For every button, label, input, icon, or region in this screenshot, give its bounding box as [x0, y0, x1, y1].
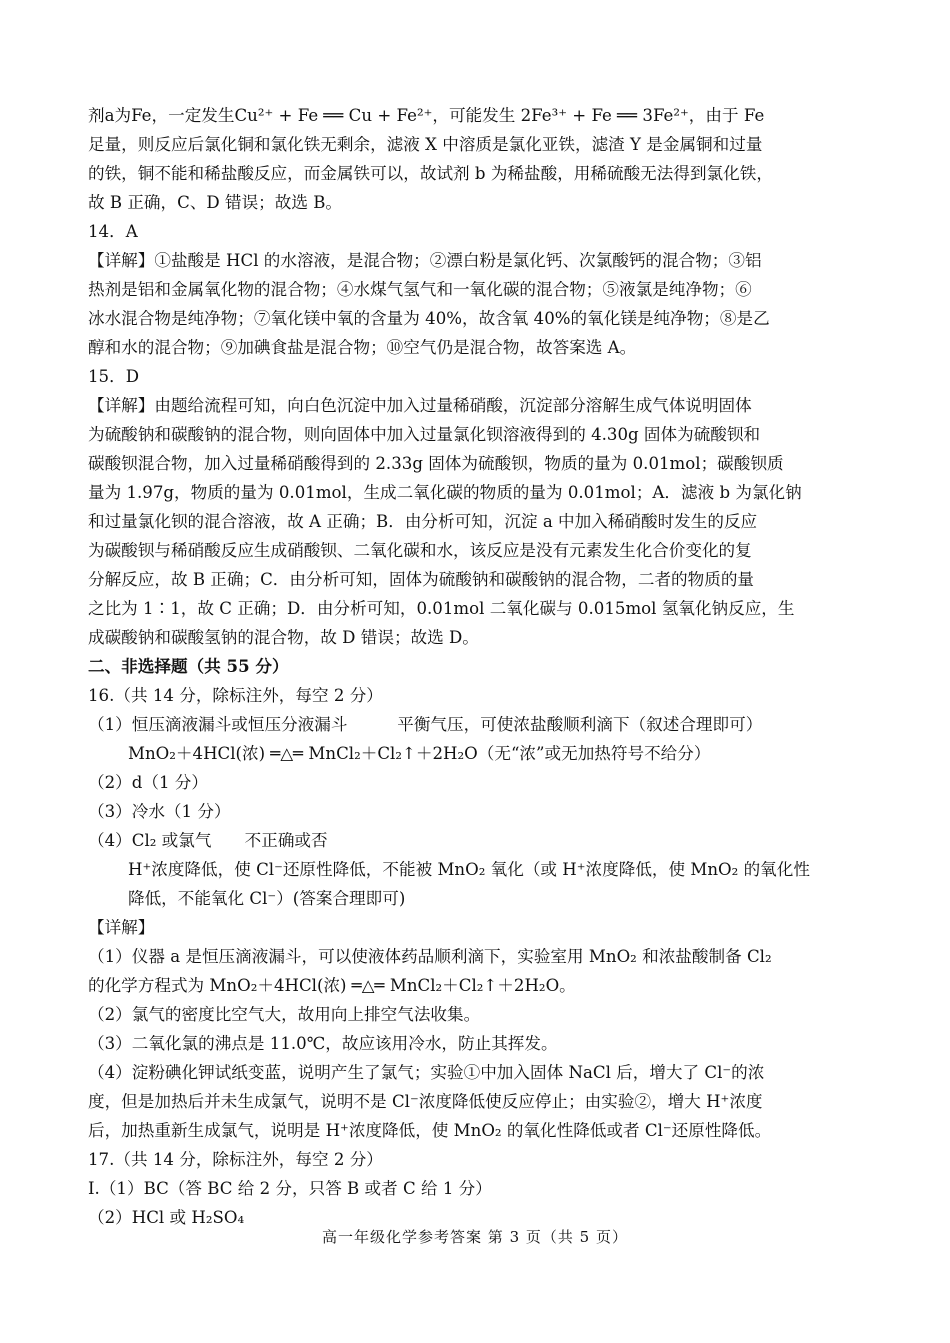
- line-19: 成碳酸钠和碳酸氢钠的混合物，故 D 错误；故选 D。: [88, 628, 479, 647]
- page-footer: 高一年级化学参考答案 第 3 页（共 5 页）: [322, 1228, 628, 1246]
- line-3: 的铁，铜不能和稀盐酸反应，而金属铁可以，故试剂 b 为稀盐酸，用稀硫酸无法得到氯化铁，: [88, 164, 773, 183]
- line-8: 冰水混合物是纯净物；⑦氧化镁中氧的含量为 40%，故含氧 40%的氧化镁是纯净物；⑧是乙: [88, 309, 770, 328]
- line-6: 【详解】①盐酸是 HCl 的水溶液，是混合物；②漂白粉是氯化钙、次氯酸钙的混合物；③铝: [88, 251, 762, 270]
- line-31: 的化学方程式为 MnO₂＋4HCl(浓) ═△═ MnCl₂＋Cl₂↑＋2H₂O。: [88, 976, 576, 995]
- section-heading: 二、非选择题（共 55 分）: [88, 656, 289, 676]
- q16-header: 16.（共 14 分，除标注外，每空 2 分）: [88, 686, 383, 705]
- q14-answer: 14．A: [88, 222, 138, 241]
- q17-header: 17.（共 14 分，除标注外，每空 2 分）: [88, 1150, 383, 1169]
- line-25: （3）冷水（1 分）: [88, 802, 231, 821]
- line-18: 之比为 1∶1，故 C 正确；D．由分析可知，0.01mol 二氧化碳与 0.015mol 氢氧化钠反应，生: [88, 599, 795, 618]
- detail-heading: 【详解】: [88, 918, 155, 937]
- line-2: 足量，则反应后氯化铜和氯化铁无剩余，滤液 X 中溶质是氯化亚铁，滤渣 Y 是金属铜和过量: [88, 135, 763, 154]
- line-30: （1）仪器 a 是恒压滴液漏斗，可以使液体药品顺利滴下，实验室用 MnO₂ 和浓盐酸制备 Cl₂: [88, 947, 772, 966]
- line-39: （2）HCl 或 H₂SO₄: [88, 1208, 245, 1227]
- line-38: I.（1）BC（答 BC 给 2 分，只答 B 或者 C 给 1 分）: [88, 1179, 492, 1198]
- line-16: 为碳酸钡与稀硝酸反应生成硝酸钡、二氧化碳和水，该反应是没有元素发生化合价变化的复: [88, 541, 752, 560]
- line-27: H⁺浓度降低，使 Cl⁻还原性降低，不能被 MnO₂ 氧化（或 H⁺浓度降低，使 MnO₂ 的氧化性: [128, 860, 810, 879]
- line-15: 和过量氯化钡的混合溶液，故 A 正确；B．由分析可知，沉淀 a 中加入稀硝酸时发生的反应: [88, 512, 758, 531]
- line-22: （1）恒压滴液漏斗或恒压分液漏斗 平衡气压，可使浓盐酸顺利滴下（叙述合理即可）: [88, 715, 763, 734]
- line-14: 量为 1.97g，物质的量为 0.01mol，生成二氧化碳的物质的量为 0.01mol；A．滤液 b 为氯化钠: [88, 483, 802, 502]
- line-32: （2）氯气的密度比空气大，故用向上排空气法收集。: [88, 1005, 481, 1024]
- line-34: （4）淀粉碘化钾试纸变蓝，说明产生了氯气；实验①中加入固体 NaCl 后，增大了 Cl⁻的浓: [88, 1063, 765, 1082]
- line-4: 故 B 正确，C、D 错误；故选 B。: [88, 193, 343, 212]
- line-11: 【详解】由题给流程可知，向白色沉淀中加入过量稀硝酸，沉淀部分溶解生成气体说明固体: [88, 396, 752, 415]
- line-13: 碳酸钡混合物，加入过量稀硝酸得到的 2.33g 固体为硫酸钡，物质的量为 0.01mol；碳酸钡质: [88, 454, 784, 473]
- line-1: 剂a为Fe，一定发生Cu²⁺ + Fe ══ Cu + Fe²⁺，可能发生 2Fe³⁺ + Fe ══ 3Fe²⁺，由于 Fe: [88, 106, 765, 125]
- line-12: 为硫酸钠和碳酸钠的混合物，则向固体中加入过量氯化钡溶液得到的 4.30g 固体为硫酸钡和: [88, 425, 761, 444]
- line-17: 分解反应，故 B 正确；C．由分析可知，固体为硫酸钠和碳酸钠的混合物，二者的物质的量: [88, 570, 755, 589]
- line-28: 降低，不能氧化 Cl⁻）(答案合理即可): [128, 889, 406, 908]
- line-33: （3）二氧化氯的沸点是 11.0℃，故应该用冷水，防止其挥发。: [88, 1034, 558, 1053]
- line-26: （4）Cl₂ 或氯气 不正确或否: [88, 831, 328, 850]
- line-36: 后，加热重新生成氯气，说明是 H⁺浓度降低，使 MnO₂ 的氧化性降低或者 Cl⁻还原性降低。: [88, 1121, 772, 1140]
- line-24: （2）d（1 分）: [88, 773, 208, 792]
- equation-1: MnO₂＋4HCl(浓) ═△═ MnCl₂＋Cl₂↑＋2H₂O（无“浓”或无加热符号不给分）: [128, 744, 711, 763]
- answer-content: [88, 101, 864, 1232]
- line-35: 度，但是加热后并未生成氯气，说明不是 Cl⁻浓度降低使反应停止；由实验②，增大 H⁺浓度: [88, 1092, 763, 1111]
- line-7: 热剂是铝和金属氧化物的混合物；④水煤气氢气和一氧化碳的混合物；⑤液氯是纯净物；⑥: [88, 280, 752, 299]
- line-9: 醇和水的混合物；⑨加碘食盐是混合物；⑩空气仍是混合物，故答案选 A。: [88, 338, 637, 357]
- q15-answer: 15．D: [88, 367, 140, 386]
